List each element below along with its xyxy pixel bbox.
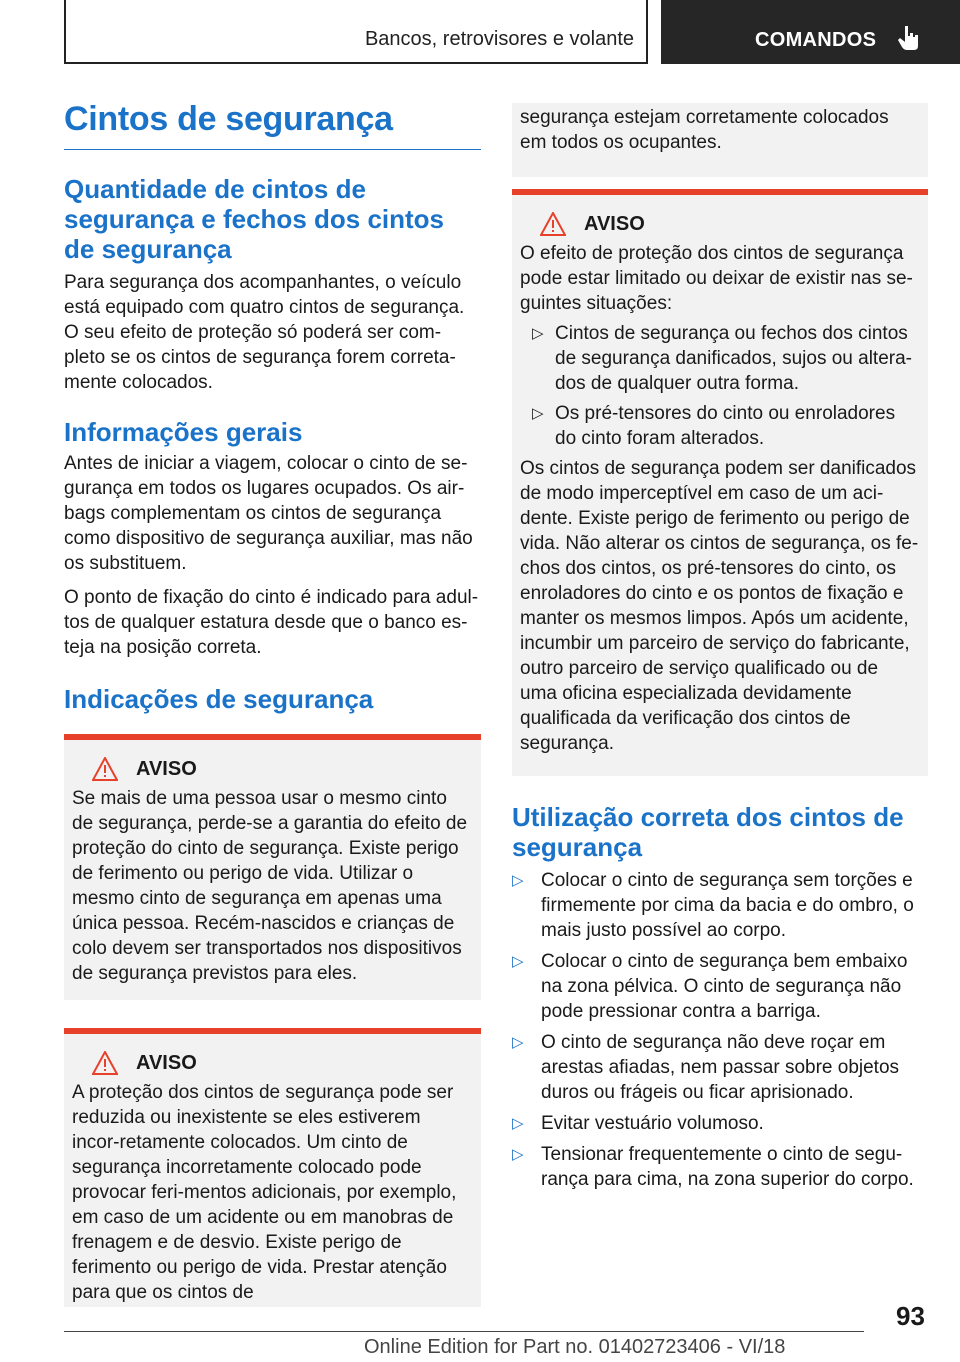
triangle-bullet-icon: ▷ xyxy=(512,872,524,889)
list-item: ▷ Cintos de segurança ou fechos dos cintos de segurança danificados, sujos ou altera-dos de qualquer outra forma. xyxy=(532,323,913,394)
header-section-title: Bancos, retrovisores e volante xyxy=(364,28,634,50)
triangle-bullet-icon: ▷ xyxy=(512,953,524,970)
list-item: ▷ Os pré-tensores do cinto ou enroladores do cinto foram alterados. xyxy=(532,403,896,449)
hand-pointer-icon xyxy=(897,24,921,52)
warning-text: A proteção dos cintos de segurança pode ser reduzida ou inexistente se eles estiverem incor-retamente colocados. Um cinto de segurança incorretamente colocado pode provocar feri-mentos adicionais, por exemplo, em caso de um acidente ou em manobras de frenagem e de desvio. Existe perigo de ferimento ou perigo de vida. Prestar atenção para que os cintos de xyxy=(72,1082,457,1303)
warning-header xyxy=(72,1048,473,1078)
warning-triangle-icon xyxy=(540,212,566,236)
list-item: ▷ Evitar vestuário volumoso. xyxy=(512,1113,764,1134)
list-item: ▷ O cinto de segurança não deve roçar em arestas afiadas, nem passar sobre objetos duros ou frágeis ou ficar aprisionado. xyxy=(512,1032,900,1103)
triangle-bullet-icon: ▷ xyxy=(532,325,544,342)
warning-label: AVISO xyxy=(584,212,645,235)
header-section-frame xyxy=(64,0,648,64)
warning-triangle-icon xyxy=(92,757,118,781)
paragraph-general-1: Antes de iniciar a viagem, colocar o cinto de se-gurança em todos os lugares ocupados. Os air-bags complementam os cintos de segurança como dispositivo de segurança auxiliar, mas não os substituem. xyxy=(64,453,473,574)
list-item: ▷ Colocar o cinto de segurança bem embaixo na zona pélvica. O cinto de segurança não pode pressionar contra a barriga. xyxy=(512,951,908,1022)
header-chapter-tab[interactable] xyxy=(661,0,960,64)
footer-rule xyxy=(64,1331,864,1332)
list-item: ▷ Colocar o cinto de segurança sem torções e firmemente por cima da bacia e do ombro, o mais justo possível ao corpo. xyxy=(512,870,914,941)
warning-text: Se mais de uma pessoa usar o mesmo cinto de segurança, perde-se a garantia do efeito de proteção do cinto de segurança. Existe perigo de ferimento ou perigo de vida. Utilizar o mesmo cinto de segurança em apenas uma única pessoa. Recém-nascidos e crianças de colo devem ser transportados nos dispositivos de segurança previstos para eles. xyxy=(72,788,468,984)
heading-quantity: Quantidade de cintos de segurança e fechos dos cintos de segurança xyxy=(64,174,445,264)
correct-use-list xyxy=(512,868,928,1192)
triangle-bullet-icon: ▷ xyxy=(512,1146,524,1163)
warning-list xyxy=(520,321,920,451)
heading-safety-notes: Indicações de segurança xyxy=(64,684,374,714)
left-column xyxy=(64,100,481,1307)
warning-triangle-icon xyxy=(92,1051,118,1075)
paragraph-quantity: Para segurança dos acompanhantes, o veículo está equipado com quatro cintos de segurança. O seu efeito de proteção só poderá ser com-pleto se os cintos de segurança forem correta-mente colocados. xyxy=(64,272,465,393)
right-column xyxy=(512,103,928,1192)
heading-correct-use: Utilização correta dos cintos de segurança xyxy=(512,802,904,862)
warning-box-2 xyxy=(64,1028,481,1307)
warning-box-1 xyxy=(64,734,481,1000)
warning-header xyxy=(72,754,473,784)
page-title: Cintos de segurança xyxy=(64,100,481,150)
warning-box-2-continued xyxy=(512,103,928,177)
heading-general-info: Informações gerais xyxy=(64,417,303,447)
warning-text: Os cintos de segurança podem ser danificados de modo imperceptível em caso de um aci-dente. Existe perigo de ferimento ou perigo de vida. Não alterar os cintos de segurança, os fe-chos dos cintos, os pré-tensores do cinto, os enroladores do cinto e os pontos de fixação e manter os mesmos limpos. Após um acidente, incumbir um parceiro de serviço do fabricante, outro parceiro de serviço qualificado ou de uma oficina especializada devidamente qualificada da verificação dos cintos de segurança. xyxy=(520,458,919,754)
warning-label: AVISO xyxy=(136,1051,197,1074)
warning-intro: O efeito de proteção dos cintos de segurança pode estar limitado ou deixar de existir nas se-guintes situações: xyxy=(520,243,913,314)
warning-continued-text: segurança estejam corretamente colocados em todos os ocupantes. xyxy=(520,107,889,153)
warning-box-3 xyxy=(512,189,928,776)
header-chapter-label: COMANDOS xyxy=(755,29,877,51)
triangle-bullet-icon: ▷ xyxy=(532,405,544,422)
warning-label: AVISO xyxy=(136,757,197,780)
triangle-bullet-icon: ▷ xyxy=(512,1115,524,1132)
warning-header xyxy=(520,209,920,239)
triangle-bullet-icon: ▷ xyxy=(512,1034,524,1051)
footer-edition: Online Edition for Part no. 01402723406 - VI/18 xyxy=(364,1336,786,1358)
paragraph-general-2: O ponto de fixação do cinto é indicado para adul-tos de qualquer estatura desde que o banco es-teja na posição correta. xyxy=(64,587,479,658)
page-number: 93 xyxy=(896,1301,925,1331)
list-item: ▷ Tensionar frequentemente o cinto de segu-rança para cima, na zona superior do corpo. xyxy=(512,1144,914,1190)
